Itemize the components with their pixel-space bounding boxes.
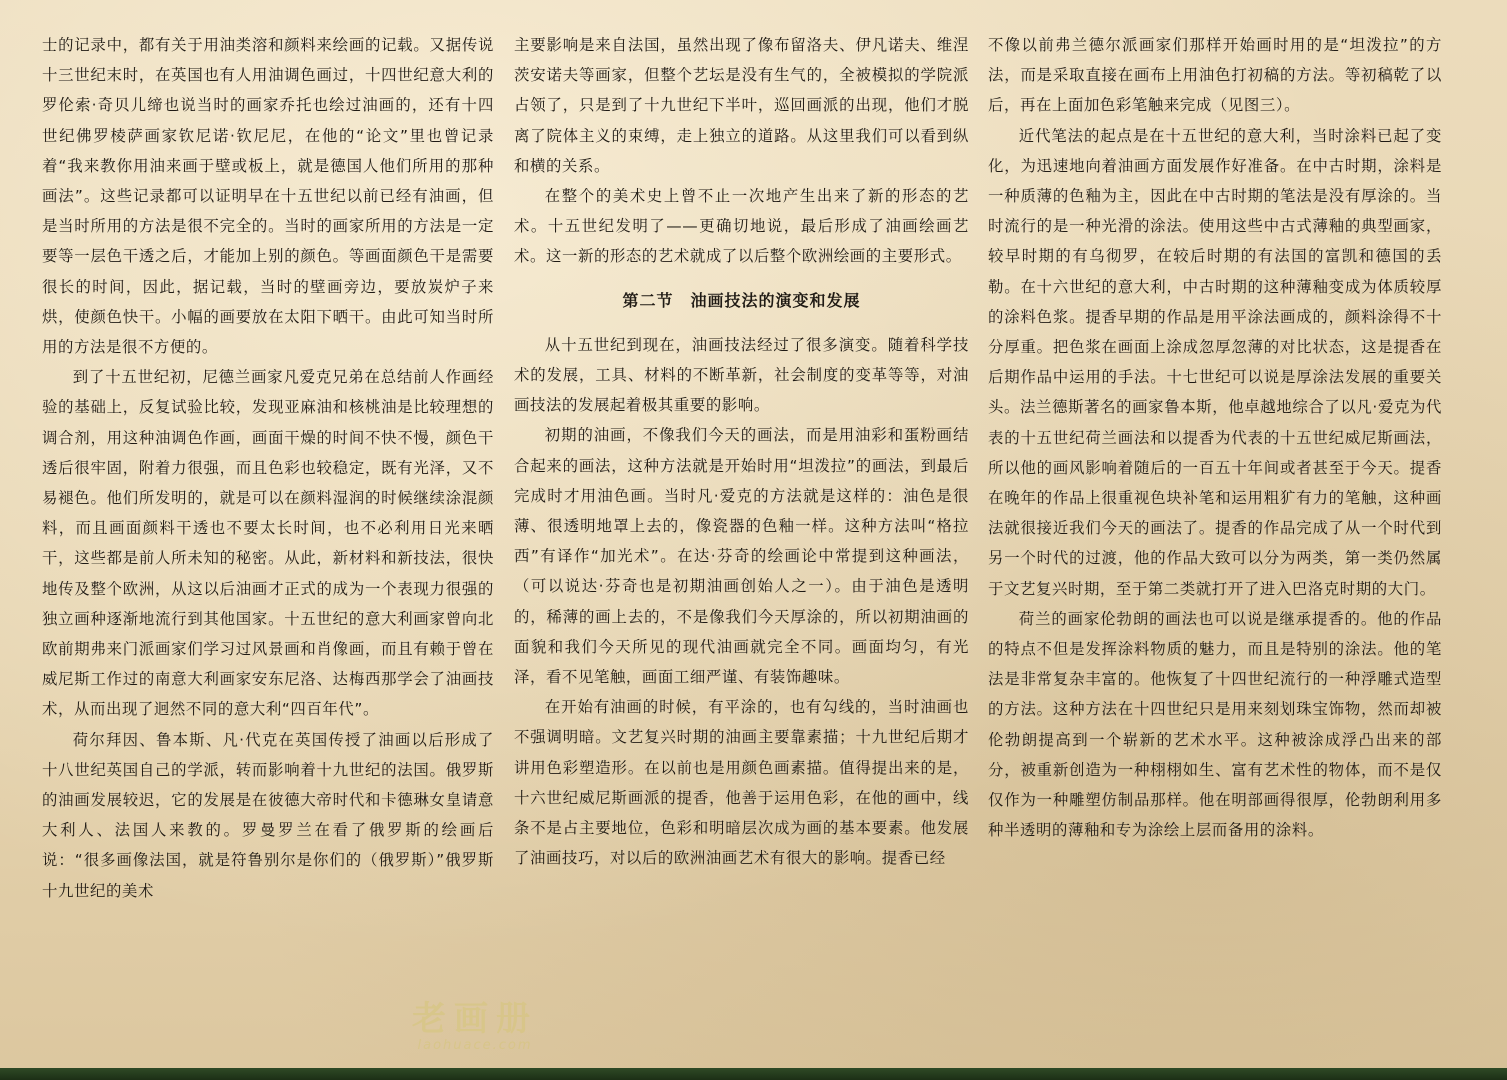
paragraph: 初期的油画，不像我们今天的画法，而是用油彩和蛋粉画结合起来的画法，这种方法就是开始时用“坦泼拉”的画法，到最后完成时才用油色画。当时凡·爱克的方法就是这样的：油色是很薄、很透明地罩上去的，像瓷器的色釉一样。这种方法叫“格拉西”有译作“加光术”。在达·芬奇的绘画论中常提到这种画法，（可以说达·芬奇也是初期油画创始人之一）。由于油色是透明的，稀薄的画上去的，不是像我们今天厚涂的，所以初期油画的面貌和我们今天所见的现代油画就完全不同。画面均匀，有光泽，看不见笔触，画面工细严谨、有装饰趣味。 (514, 426, 969, 687)
paragraph: 士的记录中，都有关于用油类溶和颜料来绘画的记载。又据传说十三世纪末时，在英国也有人用油调色画过，十四世纪意大利的罗伦索·奇贝儿缔也说当时的画家乔托也绘过油画的，还有十四世纪佛罗棱萨画家钦尼诺·钦尼尼，在他的“论文”里也曾记录着“我来教你用油来画于壁或板上，就是德国人他们所用的那种画法”。这些记录都可以证明早在十五世纪以前已经有油画，但是当时所用的方法是很不完全的。当时的画家所用的方法是一定要等一层色干透之后，才能加上别的颜色。等画面颜色干是需要很长的时间，因此，据记载，当时的壁画旁边，要放炭炉子来烘，使颜色快干。小幅的画要放在太阳下晒干。由此可知当时所用的方法是很不方便的。 (42, 36, 494, 357)
paragraph: 不像以前弗兰德尔派画家们那样开始画时用的是“坦泼拉”的方法，而是采取直接在画布上用油色打初稿的方法。等初稿乾了以后，再在上面加色彩笔触来完成（见图三）。 (988, 36, 1442, 115)
text-column-middle (514, 30, 969, 873)
paragraph: 主要影响是来自法国，虽然出现了像布留洛夫、伊凡诺夫、维涅茨安诺夫等画家，但整个艺坛是没有生气的，全被模拟的学院派占领了，只是到了十九世纪下半叶，巡回画派的出现，他们才脱离了院体主义的束缚，走上独立的道路。从这里我们可以看到纵和横的关系。 (514, 36, 969, 175)
paragraph: 在开始有油画的时候，有平涂的，也有勾线的，当时油画也不强调明暗。文艺复兴时期的油画主要靠素描；十九世纪后期才讲用色彩塑造形。在以前也是用颜色画素描。值得提出来的是，十六世纪威尼斯画派的提香，他善于运用色彩，在他的画中，线条不是占主要地位，色彩和明暗层次成为画的基本要素。他发展了油画技巧，对以后的欧洲油画艺术有很大的影响。提香已经 (514, 698, 969, 868)
paragraph: 在整个的美术史上曾不止一次地产生出来了新的形态的艺术。十五世纪发明了——更确切地说，最后形成了油画绘画艺术。这一新的形态的艺术就成了以后整个欧洲绘画的主要形式。 (514, 187, 969, 266)
watermark (345, 1000, 605, 1060)
paragraph: 荷尔拜因、鲁本斯、凡·代克在英国传授了油画以后形成了十八世纪英国自己的学派，转而影响着十九世纪的法国。俄罗斯的油画发展较迟，它的发展是在彼德大帝时代和卡德琳女皇请意大利人、法国人来教的。罗曼罗兰在看了俄罗斯的绘画后说：“很多画像法国，就是符鲁别尔是你们的（俄罗斯）”俄罗斯十九世纪的美术 (42, 730, 494, 900)
paragraph: 荷兰的画家伦勃朗的画法也可以说是继承提香的。他的作品的特点不但是发挥涂料物质的魅力，而且是特别的涂法。他的笔法是非常复杂丰富的。他恢复了十四世纪流行的一种浮雕式造型的方法。这种方法在十四世纪只是用来刻划珠宝饰物，然而却被伦勃朗提高到一个崭新的艺术水平。这种被涂成浮凸出来的部分，被重新创造为一种栩栩如生、富有艺术性的物体，而不是仅仅作为一种雕塑仿制品那样。他在明部画得很厚，伦勃朗利用多种半透明的薄釉和专为涂绘上层而备用的涂料。 (988, 609, 1442, 840)
watermark-url: laohuace.com (417, 1038, 533, 1053)
paragraph: 从十五世纪到现在，油画技法经过了很多演变。随着科学技术的发展，工具、材料的不断革新，社会制度的变革等等，对油画技法的发展起着极其重要的影响。 (514, 335, 969, 415)
text-column-right (988, 30, 1442, 845)
paragraph: 近代笔法的起点是在十五世纪的意大利，当时涂料已起了变化，为迅速地向着油画方面发展作好准备。在中古时期，涂料是一种质薄的色釉为主，因此在中古时期的笔法是没有厚涂的。当时流行的是一种光滑的涂法。使用这些中古式薄釉的典型画家，较早时期的有乌彻罗，在较后时期的有法国的富凯和德国的丢勒。在十六世纪的意大利，中古时期的这种薄釉变成为体质较厚的涂料色浆。提香早期的作品是用平涂法画成的，颜料涂得不十分厚重。把色浆在画面上涂成忽厚忽薄的对比状态，这是提香在后期作品中运用的手法。十七世纪可以说是厚涂法发展的重要关头。法兰德斯著名的画家鲁本斯，他卓越地综合了以凡·爱克为代表的十五世纪荷兰画法和以提香为代表的十五世纪威尼斯画法，所以他的画风影响着随后的一百五十年间或者甚至于今天。提香在晚年的作品上很重视色块补笔和运用粗犷有力的笔触，这种画法就很接近我们今天的画法了。提香的作品完成了从一个时代到另一个时代的过渡，他的作品大致可以分为两类，第一类仍然属于文艺复兴时期，至于第二类就打开了进入巴洛克时期的大门。 (988, 126, 1442, 598)
text-column-left (42, 30, 494, 906)
page-bottom-edge (0, 1068, 1507, 1080)
section-heading: 第二节 油画技法的演变和发展 (622, 290, 861, 310)
paragraph: 到了十五世纪初，尼德兰画家凡爱克兄弟在总结前人作画经验的基础上，反复试验比较，发现亚麻油和核桃油是比较理想的调合剂，用这种油调色作画，画面干燥的时间不快不慢，颜色干透后很牢固，附着力很强，而且色彩也较稳定，既有光泽，又不易褪色。他们所发明的，就是可以在颜料湿润的时候继续涂混颜料，而且画面颜料干透也不要太长时间，也不必利用日光来晒干，这些都是前人所未知的秘密。从此，新材料和新技法，很快地传及整个欧洲，从这以后油画才正式的成为一个表现力很强的独立画种逐渐地流行到其他国家。十五世纪的意大利画家曾向北欧前期弗来门派画家们学习过风景画和肖像画，而且有赖于曾在威尼斯工作过的南意大利画家安东尼洛、达梅西那学会了油画技术，从而出现了迥然不同的意大利“四百年代”。 (42, 368, 494, 719)
watermark-logo: 老画册 (412, 999, 538, 1039)
